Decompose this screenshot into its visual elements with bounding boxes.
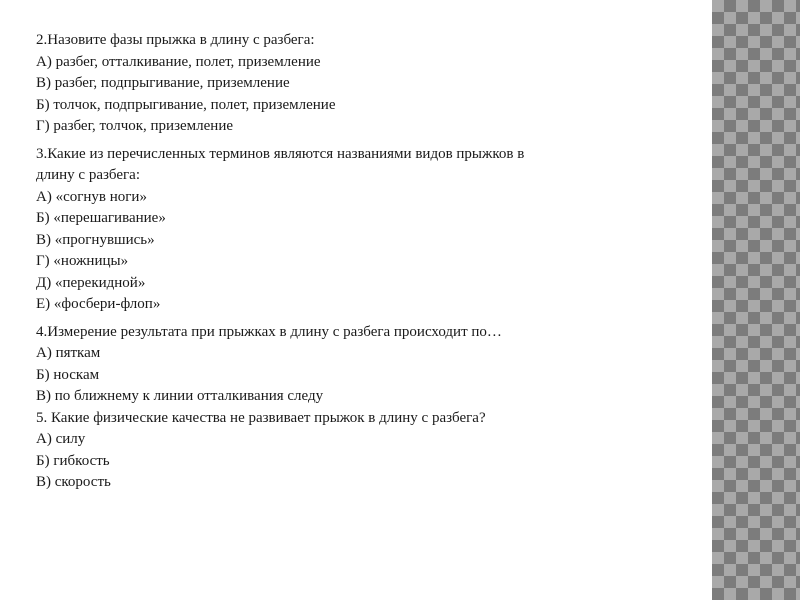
question-3-block <box>36 144 686 316</box>
question-5-text: 5. Какие физические качества не развивает прыжок в длину с разбега? <box>36 409 486 426</box>
question-3-text-line2: длину с разбега: <box>36 167 140 183</box>
question-4-option-v: В) по ближнему к линии отталкивания следу <box>36 388 324 404</box>
question-2-option-b: Б) толчок, подпрыгивание, полет, приземление <box>36 96 336 113</box>
question-2-option-v: В) разбег, подпрыгивание, приземление <box>36 75 290 91</box>
question-4-block <box>36 322 686 408</box>
question-3-option-v: В) «прогнувшись» <box>36 231 155 248</box>
question-2-block <box>36 30 686 138</box>
decorative-diamond-pattern <box>712 0 800 600</box>
question-3-option-b: Б) «перешагивание» <box>36 210 166 226</box>
question-3-option-g: Г) «ножницы» <box>36 253 129 269</box>
question-5-option-a: А) силу <box>36 431 86 447</box>
question-5-option-b: Б) гибкость <box>36 452 110 469</box>
question-3-text-line1: 3.Какие из перечисленных терминов являются названиями видов прыжков в <box>36 145 525 162</box>
question-3-option-e: Е) «фосбери-флоп» <box>36 296 161 312</box>
question-2-option-g: Г) разбег, толчок, приземление <box>36 118 234 134</box>
question-4-option-a: А) пяткам <box>36 345 101 361</box>
question-2-option-a: А) разбег, отталкивание, полет, приземление <box>36 53 321 70</box>
question-4-option-b: Б) носкам <box>36 366 100 383</box>
question-3-option-d: Д) «перекидной» <box>36 274 146 291</box>
question-4-text: 4.Измерение результата при прыжках в длину с разбега происходит по… <box>36 323 502 340</box>
question-3-option-a: А) «согнув ноги» <box>36 188 147 205</box>
slide-content <box>36 30 686 494</box>
question-2-text: 2.Назовите фазы прыжка в длину с разбега: <box>36 32 315 48</box>
question-5-option-v: В) скорость <box>36 474 111 490</box>
question-5-block <box>36 408 686 494</box>
